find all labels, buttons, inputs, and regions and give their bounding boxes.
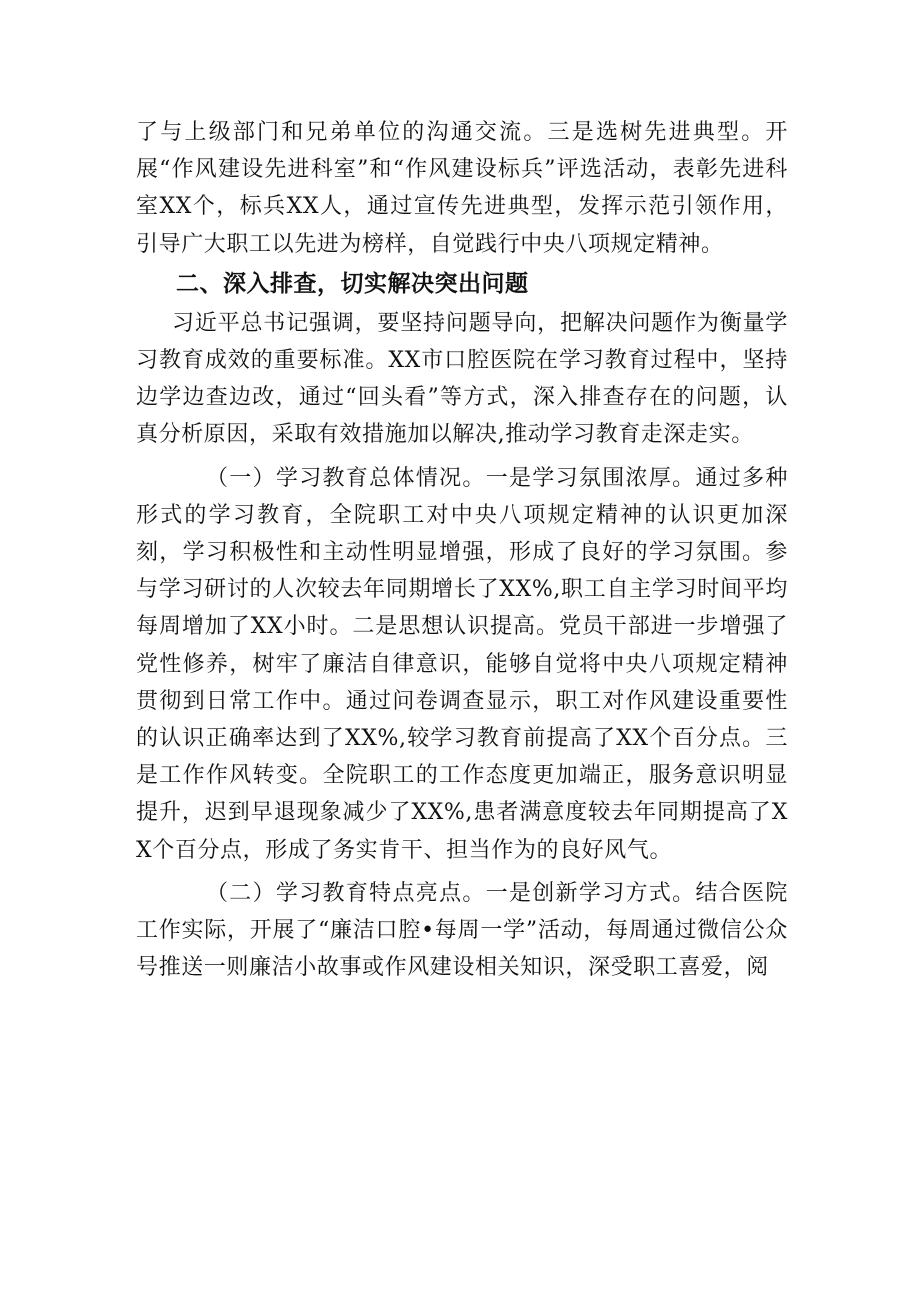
highlights-paragraph: （二）学习教育特点亮点。一是创新学习方式。结合医院工作实际，开展了“廉洁口腔•每周一学”活动，每周通过微信公众号推送一则廉洁小故事或作风建设相关知识，深受职工喜爱，阅 — [136, 880, 788, 981]
section-heading: 二、深入排查，切实解决突出问题 — [176, 270, 529, 297]
document-body — [136, 114, 788, 986]
intro-paragraph: 习近平总书记强调，要坚持问题导向，把解决问题作为衡量学习教育成效的重要标准。XX市口腔医院在学习教育过程中，坚持边学边查边改，通过“回头看”等方式，深入排查存在的问题，认真分析原因，采取有效措施加以解决,推动学习教育走深走实。 — [136, 310, 788, 448]
overall-situation-paragraph: （一）学习教育总体情况。一是学习氛围浓厚。通过多种形式的学习教育，全院职工对中央八项规定精神的认识更加深刻，学习积极性和主动性明显增强，形成了良好的学习氛围。参与学习研讨的人次较去年同期增长了XX%,职工自主学习时间平均每周增加了XX小时。二是思想认识提高。党员干部进一步增强了党性修养，树牢了廉洁自律意识，能够自觉将中央八项规定精神贯彻到日常工作中。通过问卷调查显示，职工对作风建设重要性的认识正确率达到了XX%,较学习教育前提高了XX个百分点。三是工作作风转变。全院职工的工作态度更加端正，服务意识明显提升，迟到早退现象减少了XX%,患者满意度较去年同期提高了XX个百分点，形成了务实肯干、担当作为的良好风气。 — [136, 465, 788, 863]
continuation-paragraph: 了与上级部门和兄弟单位的沟通交流。三是选树先进典型。开展“作风建设先进科室”和“作风建设标兵”评选活动，表彰先进科室XX个，标兵XX人，通过宣传先进典型，发挥示范引领作用，引导广大职工以先进为榜样，自觉践行中央八项规定精神。 — [136, 120, 788, 257]
